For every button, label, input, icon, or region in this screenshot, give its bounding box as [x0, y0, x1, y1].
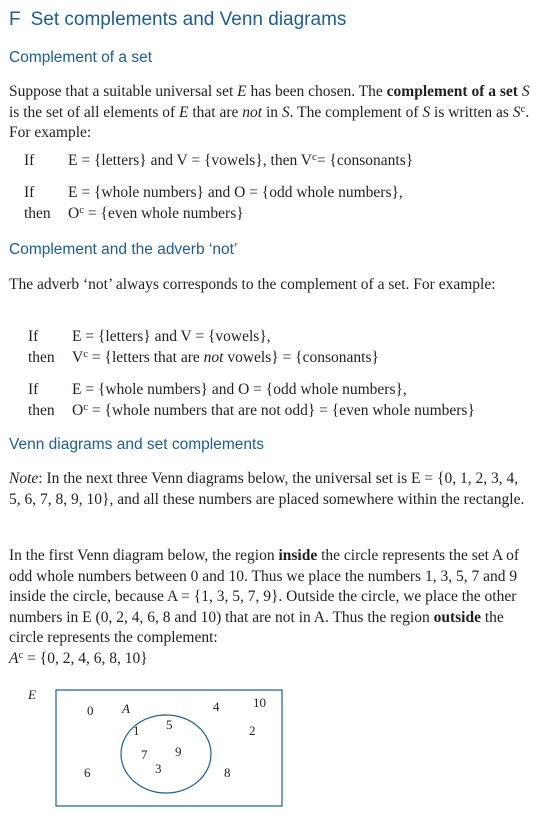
bold-term: complement of a set	[386, 83, 518, 100]
element-inside: 7	[141, 747, 148, 762]
text: the circle represents the complement:	[9, 608, 504, 646]
text: S	[422, 103, 431, 121]
subheading-venn: Venn diagrams and set complements	[9, 436, 265, 453]
text: = {0, 2, 4, 6, 8, 10}	[23, 649, 148, 667]
bold-term: inside	[278, 547, 318, 564]
section-letter: F	[9, 9, 21, 30]
section-title: Set complements and Venn diagrams	[30, 9, 347, 30]
then-label: then	[24, 204, 51, 222]
element-outside: 0	[87, 703, 94, 718]
element-inside: 3	[155, 761, 162, 776]
element-outside: 8	[224, 765, 231, 780]
subheading-adverb: Complement and the adverb ‘not’	[9, 241, 238, 258]
bold-term: outside	[433, 608, 481, 626]
element-outside: 10	[253, 695, 266, 710]
element-outside: 2	[249, 723, 256, 738]
text: . The complement of	[289, 103, 423, 121]
text: = {even whole numbers}	[84, 204, 244, 222]
text: has been chosen. The	[246, 83, 387, 100]
superscript: c	[520, 102, 526, 115]
text: Suppose that a suitable universal set	[9, 83, 238, 100]
superscript: c	[83, 347, 89, 360]
text: the circle represents the set A of odd whole numbers between 0 and 10. Thus we place the numbers 1, 3, 5, 7 and 9 inside the circle, because A = {1, 3, 5, 7, 9}. Outside the circle, we place the other numbers in E (0, 2, 4, 6, 8 and 10) that are not in A. Thus the region	[9, 547, 520, 626]
text: is the set of all elements of	[9, 103, 180, 121]
text: S	[521, 83, 530, 100]
text: = {whole numbers that are not odd} = {even whole numbers}	[88, 401, 475, 419]
if-label: If	[28, 328, 39, 345]
subheading-complement: Complement of a set	[9, 49, 153, 66]
text: that are	[188, 103, 243, 121]
if-label: If	[24, 184, 35, 201]
text: O	[72, 401, 84, 419]
text: vowels} = {consonants}	[223, 348, 379, 366]
then-label: then	[28, 348, 55, 366]
text: E	[179, 103, 189, 121]
superscript: c	[79, 203, 85, 216]
text: In the first Venn diagram below, the region	[9, 547, 279, 564]
text: O	[68, 204, 80, 222]
superscript: c	[83, 400, 89, 413]
superscript: c	[18, 648, 24, 661]
text: : In the next three Venn diagrams below, the universal set is E = {0, 1, 2, 3, 4, 5, 6, 7, 8, 9, 10}, and all these numbers are placed somewhere within the rectangle.	[9, 470, 525, 508]
text: . For example:	[9, 103, 530, 141]
text: E	[237, 83, 247, 100]
note-label: Note	[9, 470, 39, 487]
text: S	[281, 103, 290, 121]
element-inside: 5	[166, 717, 173, 732]
text: E = {whole numbers} and O = {odd whole numbers},	[72, 381, 407, 398]
if-label: If	[24, 152, 35, 169]
superscript: c	[311, 151, 317, 164]
text: is written as	[430, 103, 513, 121]
element-outside: 4	[213, 699, 220, 714]
set-label: A	[122, 701, 130, 716]
text: = {letters that are	[88, 348, 204, 366]
text: E = {letters} and V = {vowels}, then V	[68, 152, 312, 169]
text: E = {whole numbers} and O = {odd whole numbers},	[68, 184, 403, 201]
if-label: If	[28, 381, 39, 398]
element-inside: 9	[175, 744, 182, 759]
text: not	[242, 103, 263, 121]
text: S	[512, 103, 521, 121]
then-label: then	[28, 401, 55, 419]
text: A	[9, 649, 19, 667]
text: not	[203, 348, 224, 366]
text: in	[262, 103, 282, 121]
element-outside: 6	[84, 765, 91, 780]
text: = {consonants}	[316, 152, 414, 169]
text: V	[72, 348, 84, 366]
universal-set-label: E	[28, 687, 36, 702]
text: E = {letters} and V = {vowels},	[72, 328, 271, 345]
element-inside: 1	[133, 723, 140, 738]
adverb-paragraph: The adverb ‘not’ always corresponds to the complement of a set. For example:	[9, 276, 496, 293]
